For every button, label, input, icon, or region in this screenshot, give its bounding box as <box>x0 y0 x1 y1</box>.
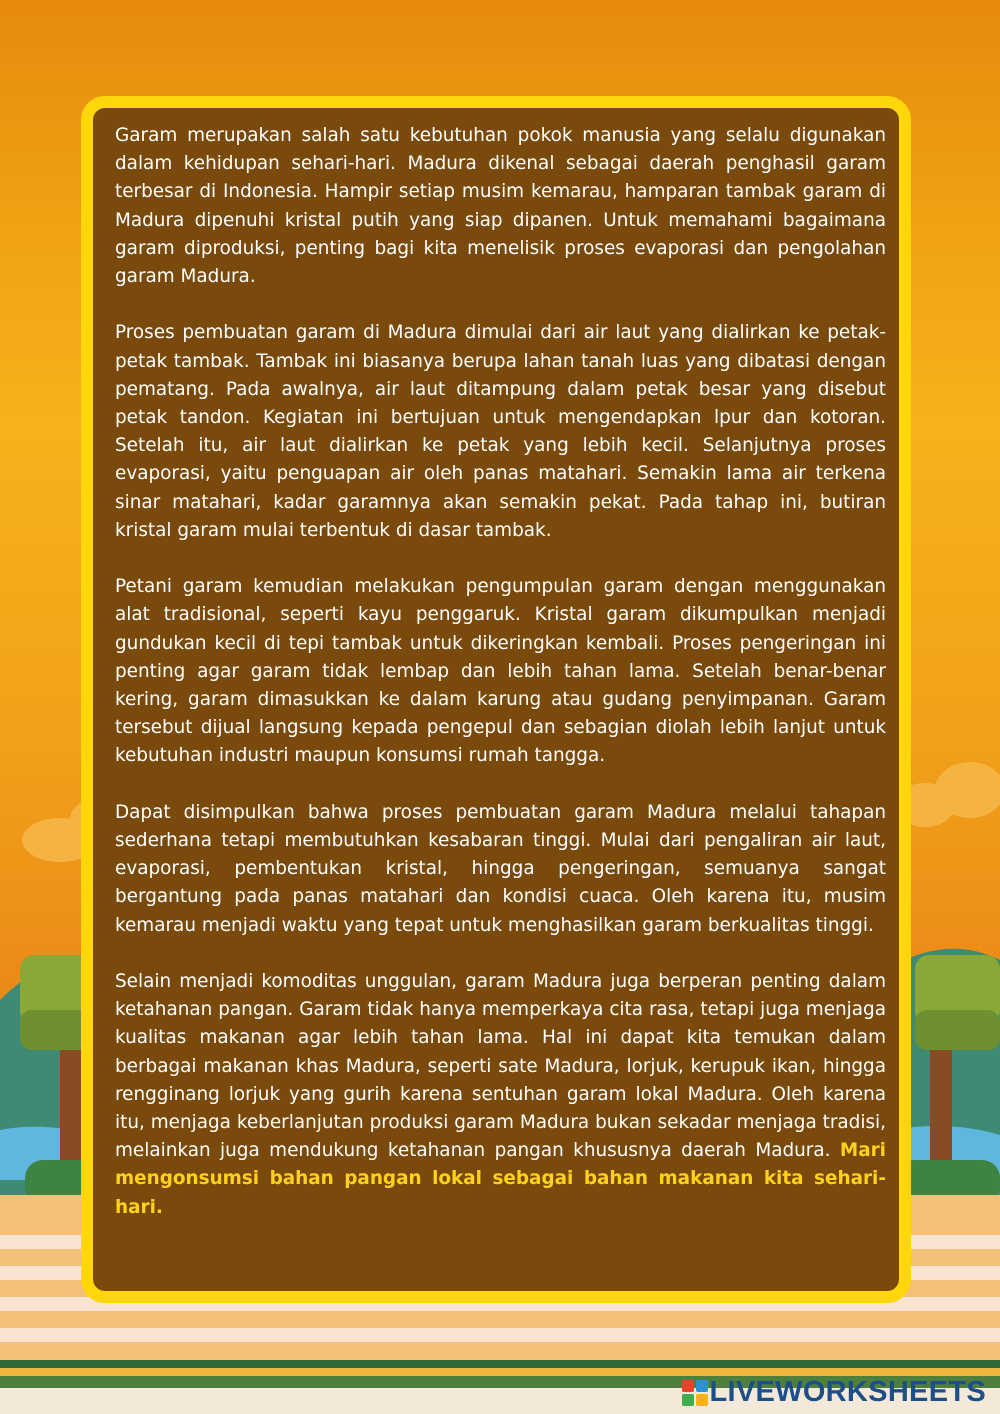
footer-strip <box>0 1360 1000 1368</box>
brand-label: LIVEWORKSHEETS <box>709 1376 986 1408</box>
highlight-text: Mari mengonsumsi bahan pangan lokal sebagai bahan makanan kita sehari-hari. <box>115 1140 886 1218</box>
paragraph-5 <box>115 968 886 1222</box>
paragraph-2: Proses pembuatan garam di Madura dimulai dari air laut yang dialirkan ke petak-petak tambak. Tambak ini biasanya berupa lahan tanah luas yang dibatasi dengan pematang. Pada awalnya, air laut ditampung dalam petak besar yang disebut petak tandon. Kegiatan ini bertujuan untuk mengendapkan lpur dan kotoran. Setelah itu, air laut dialirkan ke petak yang lebih kecil. Selanjutnya proses evaporasi, yaitu penguapan air oleh panas matahari. Semakin lama air terkena sinar matahari, kadar garamnya akan semakin pekat. Pada tahap ini, butiran kristal garam mulai terbentuk di dasar tambak. <box>115 322 886 541</box>
paragraph-5-text: Selain menjadi komoditas unggulan, garam Madura juga berperan penting dalam ketahanan pangan. Garam tidak hanya memperkaya cita rasa, tetapi juga menjaga kualitas makanan agar lebih tahan lama. Hal ini dapat kita temukan dalam berbagai makanan khas Madura, seperti sate Madura, lorjuk, kerupuk ikan, hingga rengginang lorjuk yang gurih karena sentuhan garam lokal Madura. Oleh karena itu, menjaga keberlanjutan produksi garam Madura bukan sekadar menjaga tradisi, melainkan juga mendukung ketahanan pangan khususnya daerah Madura. <box>115 971 886 1162</box>
tree-trunk-right <box>930 1040 952 1160</box>
paragraph-1: Garam merupakan salah satu kebutuhan pokok manusia yang selalu digunakan dalam kehidupan sehari-hari. Madura dikenal sebagai daerah penghasil garam terbesar di Indonesia. Hampir setiap musim kemarau, hamparan tambak garam di Madura dipenuhi kristal putih yang siap dipanen. Untuk memahami bagaimana garam diproduksi, penting bagi kita menelisik proses evaporasi dan pengolahan garam Madura. <box>115 125 886 288</box>
paragraph-3: Petani garam kemudian melakukan pengumpulan garam dengan menggunakan alat tradisional, seperti kayu penggaruk. Kristal garam dikumpulkan menjadi gundukan kecil di tepi tambak untuk dikeringkan kembali. Proses pengeringan ini penting agar garam tidak lembap dan lebih tahan lama. Setelah benar-benar kering, garam dimasukkan ke dalam karung atau gudang penyimpanan. Garam tersebut dijual langsung kepada pengepul dan sebagian diolah lebih lanjut untuk kebutuhan industri maupun konsumsi rumah tangga. <box>115 576 886 767</box>
paragraph-4: Dapat disimpulkan bahwa proses pembuatan garam Madura melalui tahapan sederhana tetapi membutuhkan kesabaran tinggi. Mulai dari pengaliran air laut, evaporasi, pembentukan kristal, hingga pengeringan, semuanya sangat bergantung pada panas matahari dan kondisi cuaca. Oleh karena itu, musim kemarau menjadi waktu yang tepat untuk menghasilkan garam berkualitas tinggi. <box>115 801 886 936</box>
liveworksheets-logo-icon <box>682 1380 708 1406</box>
tree-crown-right-dark <box>915 1010 1000 1050</box>
tree-trunk-left <box>60 1040 82 1160</box>
liveworksheets-brand[interactable] <box>682 1376 987 1409</box>
footer-strip <box>0 1368 1000 1376</box>
article-body <box>115 122 886 1250</box>
